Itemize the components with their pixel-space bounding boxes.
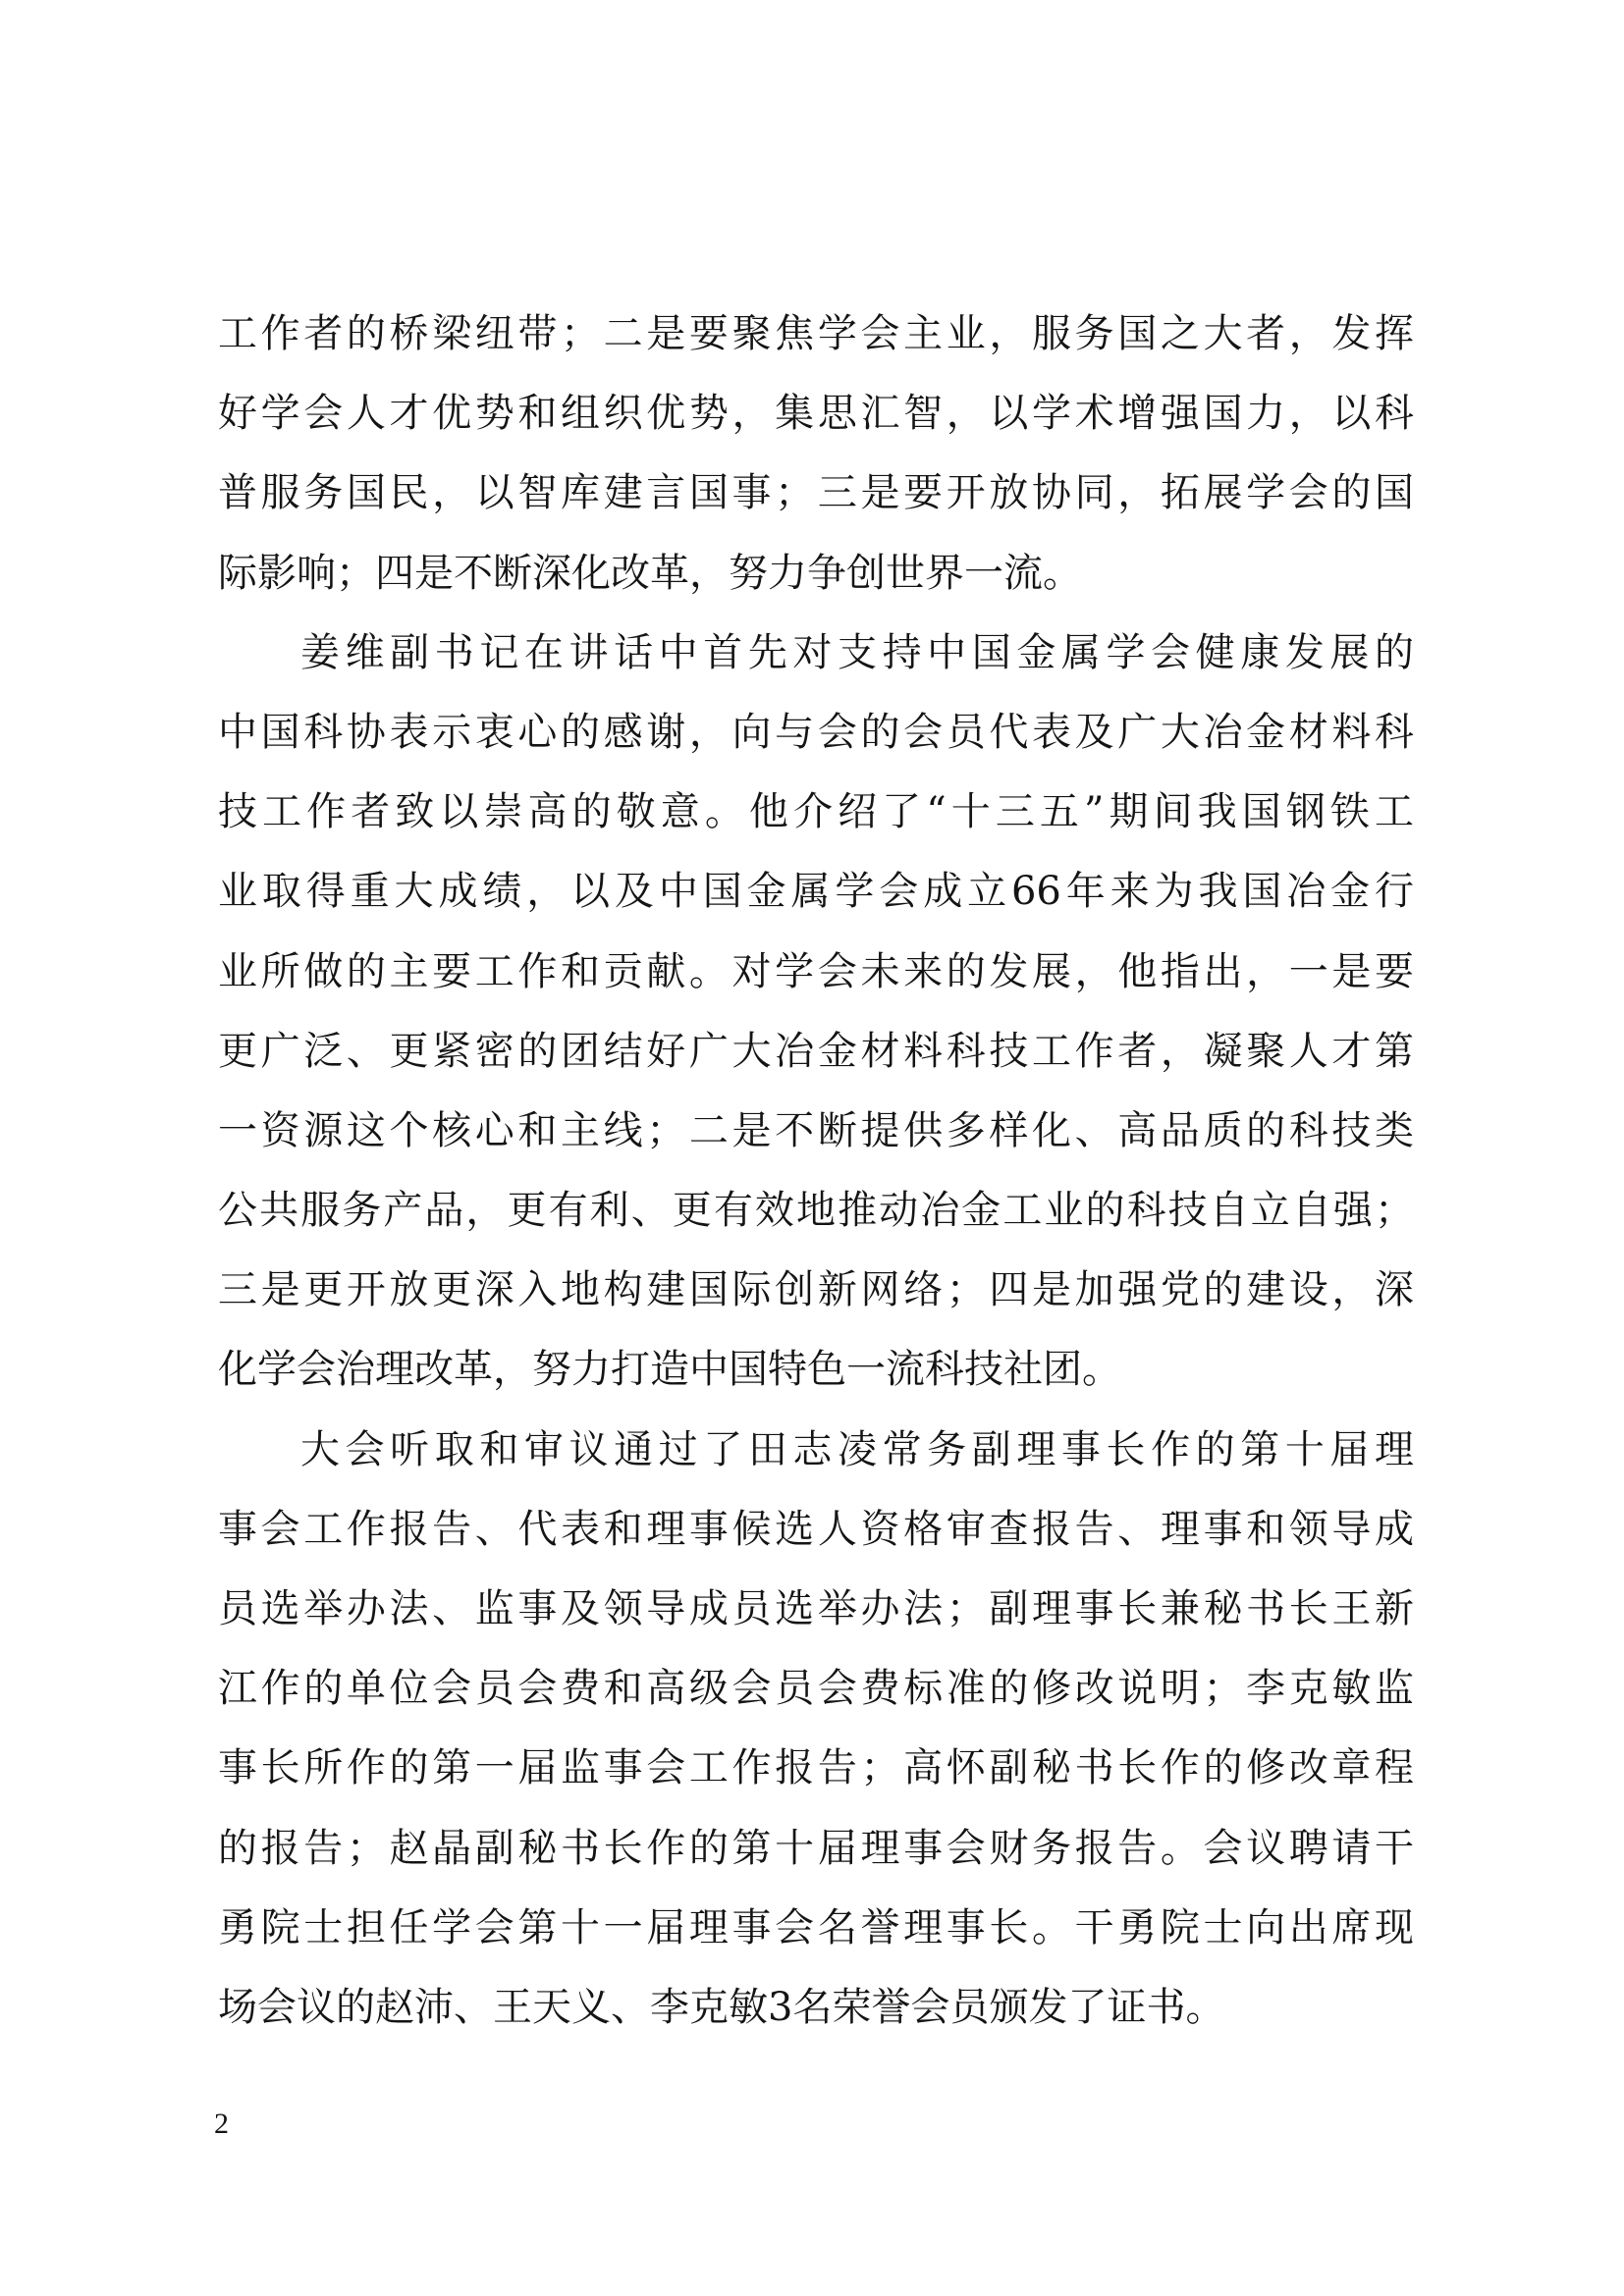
paragraph-2-line: 化学会治理改革，努力打造中国特色一流科技社团。: [218, 1347, 1121, 1393]
paragraph-3-line: 事会工作报告、代表和理事候选人资格审查报告、理事和领导成: [218, 1506, 1414, 1552]
paragraph-2-line: 业取得重大成绩，以及中国金属学会成立66年来为我国冶金行: [218, 869, 1414, 915]
paragraph-1-line: 工作者的桥梁纽带；二是要聚焦学会主业，服务国之大者，发挥: [218, 311, 1414, 356]
paragraph-1-line: 好学会人才优势和组织优势，集思汇智，以学术增强国力，以科: [218, 391, 1414, 437]
paragraph-3-line: 的报告；赵晶副秘书长作的第十届理事会财务报告。会议聘请干: [218, 1825, 1414, 1871]
paragraph-2-line: 一资源这个核心和主线；二是不断提供多样化、高品质的科技类: [218, 1107, 1414, 1153]
paragraph-2-line: 技工作者致以崇高的敬意。他介绍了“十三五”期间我国钢铁工: [218, 789, 1414, 835]
paragraph-2-line: 三是更开放更深入地构建国际创新网络；四是加强党的建设，深: [218, 1267, 1414, 1313]
paragraph-3-line: 场会议的赵沛、王天义、李克敏3名荣誉会员颁发了证书。: [218, 1984, 1225, 2030]
paragraph-2-line: 姜维副书记在讲话中首先对支持中国金属学会健康发展的: [300, 629, 1414, 675]
paragraph-2-line: 更广泛、更紧密的团结好广大冶金材料科技工作者，凝聚人才第: [218, 1028, 1414, 1074]
paragraph-3-line: 大会听取和审议通过了田志凌常务副理事长作的第十届理: [300, 1426, 1414, 1472]
paragraph-1-line: 际影响；四是不断深化改革，努力争创世界一流。: [218, 550, 1082, 596]
paragraph-3-line: 江作的单位会员会费和高级会员会费标准的修改说明；李克敏监: [218, 1666, 1414, 1712]
body-text: [218, 294, 1414, 2048]
paragraph-2-line: 公共服务产品，更有利、更有效地推动冶金工业的科技自立自强；: [218, 1188, 1414, 1234]
paragraph-3-line: 事长所作的第一届监事会工作报告；高怀副秘书长作的修改章程: [218, 1745, 1414, 1791]
paragraph-2-line: 中国科协表示衷心的感谢，向与会的会员代表及广大冶金材料科: [218, 709, 1414, 755]
paragraph-3-line: 员选举办法、监事及领导成员选举办法；副理事长兼秘书长王新: [218, 1586, 1414, 1631]
paragraph-3-line: 勇院士担任学会第十一届理事会名誉理事长。干勇院士向出席现: [218, 1904, 1414, 1950]
page-number: 2: [214, 2108, 229, 2140]
paragraph-2-line: 业所做的主要工作和贡献。对学会未来的发展，他指出，一是要: [218, 948, 1414, 994]
paragraph-1-line: 普服务国民，以智库建言国事；三是要开放协同，拓展学会的国: [218, 470, 1414, 516]
